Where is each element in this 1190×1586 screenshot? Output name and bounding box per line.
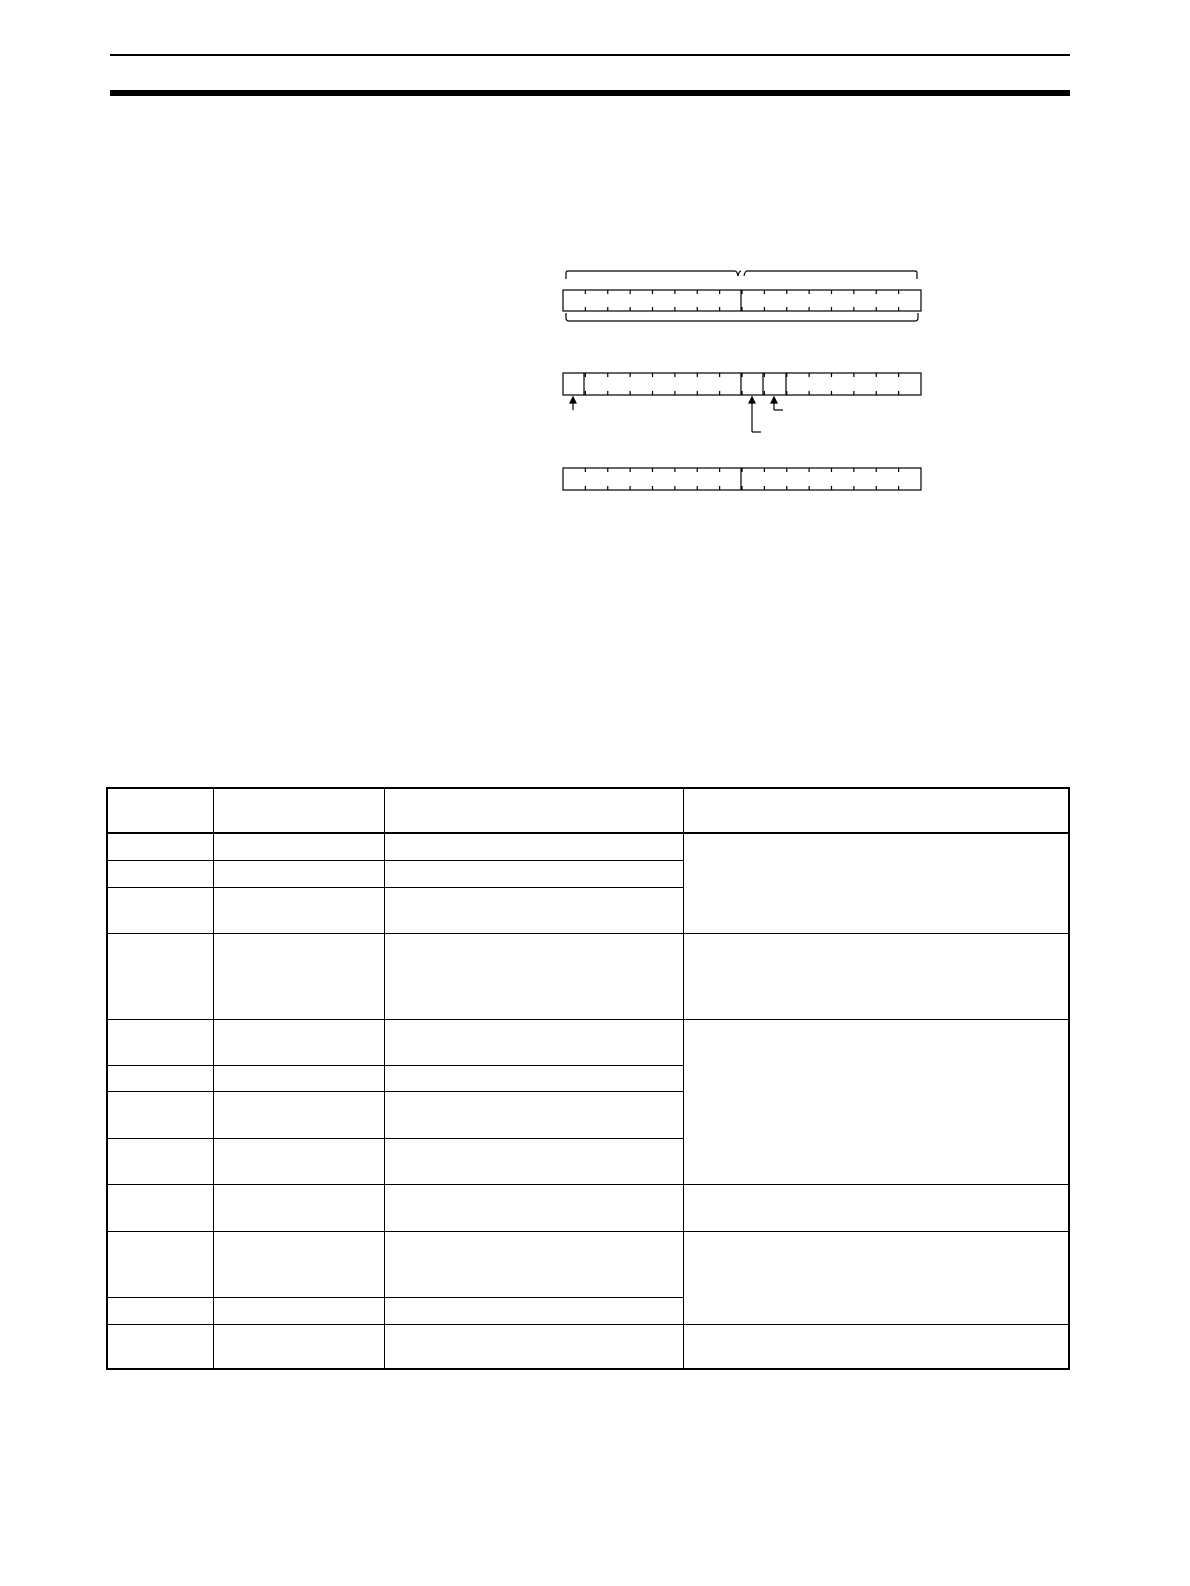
table-row <box>107 1184 1069 1231</box>
table-header-row <box>107 788 1069 833</box>
word-3 <box>563 468 921 490</box>
table-cell <box>107 1184 213 1231</box>
table-cell <box>213 1324 384 1369</box>
table-row <box>107 1019 1069 1065</box>
table-row <box>107 933 1069 1019</box>
bottom-bracket <box>566 313 918 321</box>
table-cell <box>107 1091 213 1138</box>
table-cell <box>107 1231 213 1297</box>
table-cell <box>213 1184 384 1231</box>
table-cell <box>213 933 384 1019</box>
table-cell <box>213 1231 384 1297</box>
table-cell <box>384 1184 683 1231</box>
table-cell <box>107 933 213 1019</box>
table-cell <box>384 833 683 860</box>
table-cell <box>384 933 683 1019</box>
word-1 <box>563 271 921 321</box>
word-2-ticks <box>585 373 898 395</box>
column-header <box>384 788 683 833</box>
word-1-ticks <box>585 290 898 311</box>
arrow-bit-6 <box>771 397 783 410</box>
group-note-cell <box>683 1231 1069 1324</box>
table-cell <box>384 1019 683 1065</box>
column-header <box>213 788 384 833</box>
table-cell <box>107 1019 213 1065</box>
table-cell <box>107 1065 213 1091</box>
arrow-bit-15 <box>570 397 576 410</box>
group-note-cell <box>683 933 1069 1019</box>
table-cell <box>107 833 213 860</box>
column-header <box>107 788 213 833</box>
table-row <box>107 1231 1069 1297</box>
table-cell <box>213 1019 384 1065</box>
bit-layout-diagram <box>0 0 1190 560</box>
table-cell <box>213 1297 384 1324</box>
table-cell <box>107 887 213 933</box>
table-cell <box>213 887 384 933</box>
table-cell <box>384 1138 683 1184</box>
table-cell <box>213 1065 384 1091</box>
table-cell <box>384 1091 683 1138</box>
group-note-cell <box>683 1019 1069 1184</box>
group-note-cell <box>683 1324 1069 1369</box>
table-cell <box>384 1324 683 1369</box>
table-cell <box>213 1138 384 1184</box>
word-3-ticks <box>585 468 898 490</box>
table-row <box>107 1324 1069 1369</box>
table-cell <box>107 860 213 887</box>
table-cell <box>384 860 683 887</box>
top-bracket-right <box>744 271 917 279</box>
table-cell <box>107 1138 213 1184</box>
table-cell <box>384 1231 683 1297</box>
word-2 <box>563 373 921 432</box>
table-row <box>107 833 1069 860</box>
top-bracket-left <box>566 271 741 279</box>
table-cell <box>213 860 384 887</box>
table-cell <box>213 1091 384 1138</box>
column-header <box>683 788 1069 833</box>
table-cell <box>213 833 384 860</box>
specification-table <box>106 787 1070 1370</box>
table-cell <box>384 1297 683 1324</box>
table-cell <box>107 1297 213 1324</box>
group-note-cell <box>683 833 1069 933</box>
table-cell <box>384 887 683 933</box>
table-cell <box>107 1324 213 1369</box>
group-note-cell <box>683 1184 1069 1231</box>
arrow-bit-7 <box>749 397 761 432</box>
table-cell <box>384 1065 683 1091</box>
